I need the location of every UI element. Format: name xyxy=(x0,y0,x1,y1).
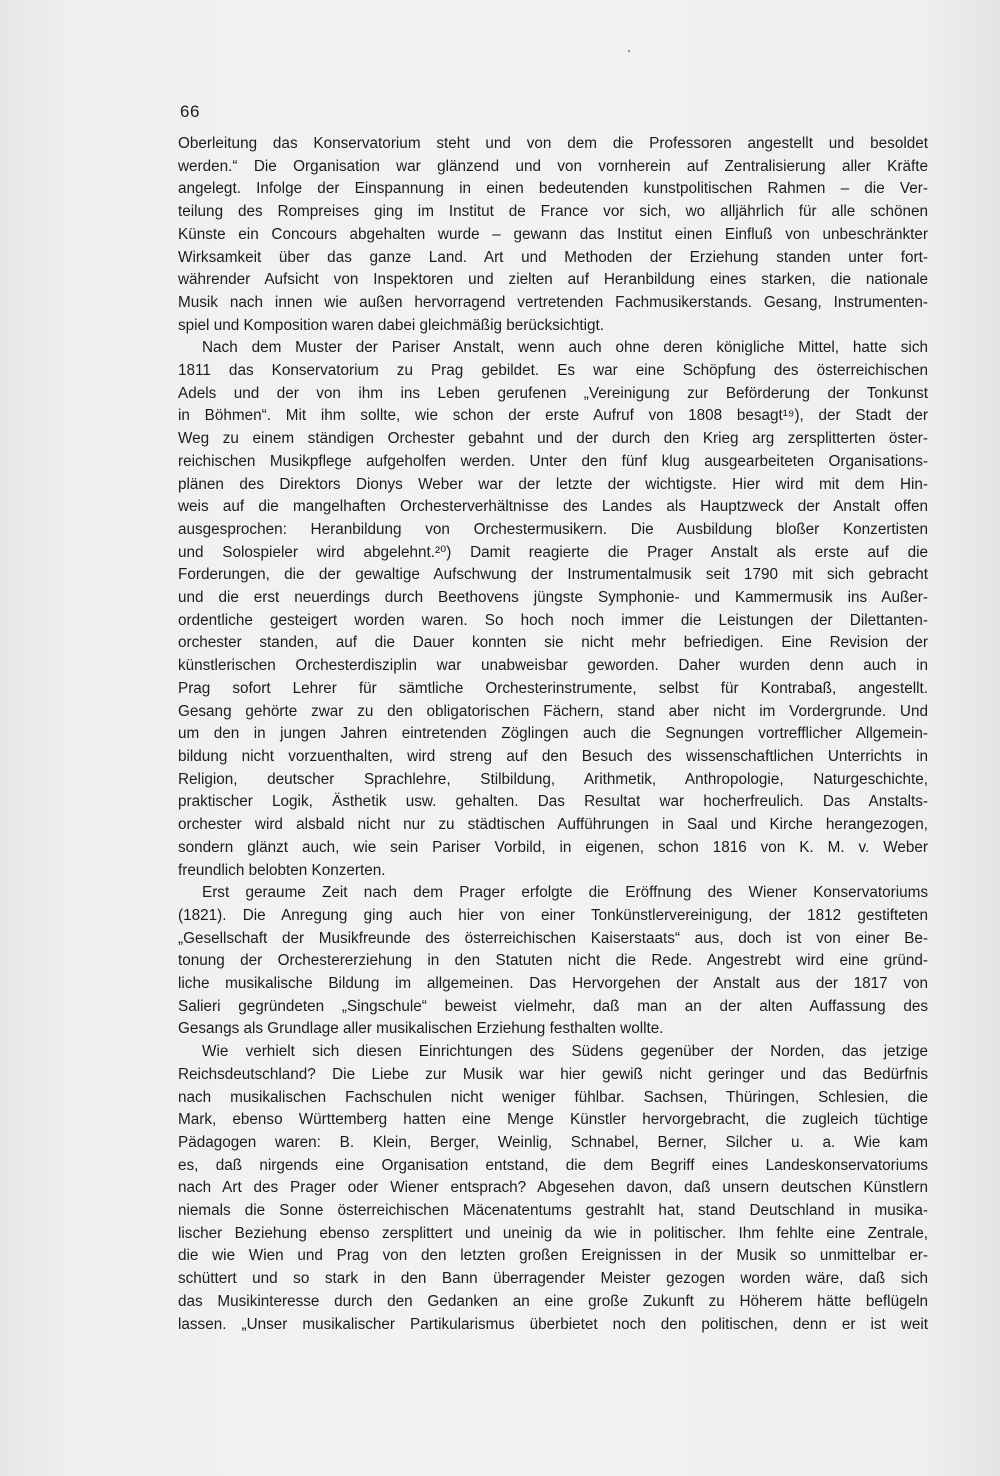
text-line: plänen des Direktors Dionys Weber war der letzte der wichtigste. Hier wird mit dem Hin- xyxy=(178,475,928,493)
text-line: bildung nicht vorzuenthalten, wird streng auf den Besuch des wissenschaftlichen Unterrichts in xyxy=(178,747,928,765)
text-line: um den in jungen Jahren eintretenden Zöglingen auch die Segnungen vortrefflicher Allgemein- xyxy=(178,725,928,743)
text-line: Musik nach innen wie außen hervorragend vertretenden Fachmusikerstands. Gesang, Instrumenten- xyxy=(178,293,928,311)
text-line: Reichsdeutschland? Die Liebe zur Musik war hier gewiß nicht geringer und das Bedürfnis xyxy=(178,1065,928,1083)
text-line: sondern glänzt auch, wie sein Pariser Vorbild, in eigenen, schon 1816 von K. M. v. Weber xyxy=(178,838,928,856)
text-line: lassen. „Unser musikalischer Partikularismus überbietet noch den politischen, denn er ist weit xyxy=(178,1315,928,1333)
text-line: künstlerischen Orchesterdisziplin war unabweisbar geworden. Daher wurden denn auch in xyxy=(178,657,928,675)
text-line: orchester standen, auf die Dauer konnten sie nicht mehr befriedigen. Eine Revision der xyxy=(178,634,928,652)
text-line: Wie verhielt sich diesen Einrichtungen des Südens gegenüber der Norden, das jetzige xyxy=(202,1043,928,1061)
text-line: tonung der Orchestererziehung in den Statuten nicht die Rede. Angestrebt wird eine gründ- xyxy=(178,952,928,970)
text-line: Wirksamkeit über das ganze Land. Art und Methoden der Erziehung standen unter fort- xyxy=(178,248,928,266)
text-line: weis auf die mangelhaften Orchesterverhältnisse des Landes als Hauptzweck der Anstalt offen xyxy=(178,498,928,516)
text-line: liche musikalische Bildung im allgemeinen. Das Hervorgehen der Anstalt aus der 1817 von xyxy=(178,975,928,993)
text-line: niemals die Sonne österreichischen Mäcenatentums gestrahlt hat, stand Deutschland in musika- xyxy=(178,1202,928,1220)
text-line: freundlich belobten Konzerten. xyxy=(178,861,386,879)
text-line: Gesang gehörte zwar zu den obligatorischen Fächern, stand aber nicht im Vordergrunde. Und xyxy=(178,702,928,720)
text-line: ordentliche gesteigert worden waren. So hoch noch immer die Leistungen der Dilettanten- xyxy=(178,611,928,629)
text-line: und Solospieler wird abgelehnt.²⁰) Damit reagierte die Prager Anstalt als erste auf die xyxy=(178,543,928,561)
text-line: nach musikalischen Fachschulen nicht weniger fühlbar. Sachsen, Thüringen, Schlesien, die xyxy=(178,1088,928,1106)
dust-speck xyxy=(628,50,630,52)
text-line: angelegt. Infolge der Einspannung in einen bedeutenden kunstpolitischen Rahmen – die Ver- xyxy=(178,180,928,198)
text-line: 1811 das Konservatorium zu Prag gebildet. Es war eine Schöpfung des österreichischen xyxy=(178,362,928,380)
text-line: lischer Beziehung ebenso zersplittert und uneinig da wie in politischer. Ihm fehlte eine Zentrale, xyxy=(178,1224,928,1242)
text-line: Erst geraume Zeit nach dem Prager erfolgte die Eröffnung des Wiener Konservatoriums xyxy=(202,884,928,902)
text-line: währender Aufsicht von Inspektoren und zielten auf Heranbildung eines starken, die nationale xyxy=(178,271,928,289)
text-line: Mark, ebenso Württemberg hatten eine Menge Künstler hervorgebracht, die zugleich tüchtige xyxy=(178,1111,928,1129)
text-line: in Böhmen“. Mit ihm sollte, wie schon der erste Aufruf von 1808 besagt¹⁹), der Stadt der xyxy=(178,407,928,425)
text-line: Künste ein Concours abgehalten wurde – gewann das Institut einen Einfluß von unbeschränkter xyxy=(178,225,928,243)
text-line: Pädagogen waren: B. Klein, Berger, Weinlig, Schnabel, Berner, Silcher u. a. Wie kam xyxy=(178,1133,928,1151)
text-line: orchester wird alsbald nicht nur zu städtischen Aufführungen in Saal und Kirche herangezogen, xyxy=(178,816,928,834)
text-line: die wie Wien und Prag von den letzten großen Ereignissen in der Musik so unmittelbar er- xyxy=(178,1247,928,1265)
text-line: ausgesprochen: Heranbildung von Orchestermusikern. Die Ausbildung bloßer Konzertisten xyxy=(178,520,928,538)
text-line: nach Art des Prager oder Wiener entsprach? Abgesehen davon, daß unsern deutschen Künstlern xyxy=(178,1179,928,1197)
text-line: schüttert und so stark in den Bann überragender Meister gezogen worden wäre, daß sich xyxy=(178,1270,928,1288)
text-line: Religion, deutscher Sprachlehre, Stilbildung, Arithmetik, Anthropologie, Naturgeschichte, xyxy=(178,770,928,788)
text-line: Gesangs als Grundlage aller musikalischen Erziehung festhalten wollte. xyxy=(178,1020,664,1038)
text-line: Salieri gegründeten „Singschule“ beweist vielmehr, daß man an der alten Auffassung des xyxy=(178,997,928,1015)
page-number: 66 xyxy=(180,102,200,121)
text-line: reichischen Musikpflege aufgeholfen werden. Unter den fünf klug ausgearbeiteten Organisations- xyxy=(178,452,928,470)
text-line: Weg zu einem ständigen Orchester gebahnt und der durch den Krieg arg zersplitterten öster- xyxy=(178,430,928,448)
text-line: spiel und Komposition waren dabei gleichmäßig berücksichtigt. xyxy=(178,316,604,334)
text-line: und die erst neuerdings durch Beethovens jüngste Symphonie- und Kammermusik ins Außer- xyxy=(178,589,928,607)
text-line: Oberleitung das Konservatorium steht und von dem die Professoren angestellt und besoldet xyxy=(178,135,928,152)
text-line: Adels und der von ihm ins Leben gerufenen „Vereinigung zur Beförderung der Tonkunst xyxy=(178,384,928,402)
text-line: es, daß nirgends eine Organisation entstand, die dem Begriff eines Landeskonservatoriums xyxy=(178,1156,928,1174)
text-line: Prag sofort Lehrer für sämtliche Orchesterinstrumente, selbst für Kontrabaß, angestellt. xyxy=(178,679,928,697)
text-line: (1821). Die Anregung ging auch hier von einer Tonkünstlervereinigung, der 1812 gestifteten xyxy=(178,906,928,924)
body-text xyxy=(178,133,928,1336)
text-line: teilung des Rompreises ging im Institut de France vor sich, wo alljährlich für alle schönen xyxy=(178,203,928,221)
text-line: Nach dem Muster der Pariser Anstalt, wenn auch ohne deren königliche Mittel, hatte sich xyxy=(202,339,928,357)
text-line: das Musikinteresse durch den Gedanken an eine große Zukunft zu Höherem hätte beflügeln xyxy=(178,1292,928,1310)
text-line: werden.“ Die Organisation war glänzend und von vornherein auf Zentralisierung aller Kräfte xyxy=(178,157,928,175)
text-line: Forderungen, die der gewaltige Aufschwung der Instrumentalmusik seit 1790 mit sich gebracht xyxy=(178,566,928,584)
text-line: praktischer Logik, Ästhetik usw. gehalten. Das Resultat war hocherfreulich. Das Anstalts- xyxy=(178,793,928,811)
text-line: „Gesellschaft der Musikfreunde des österreichischen Kaiserstaats“ aus, doch ist von einer Be- xyxy=(178,929,928,947)
